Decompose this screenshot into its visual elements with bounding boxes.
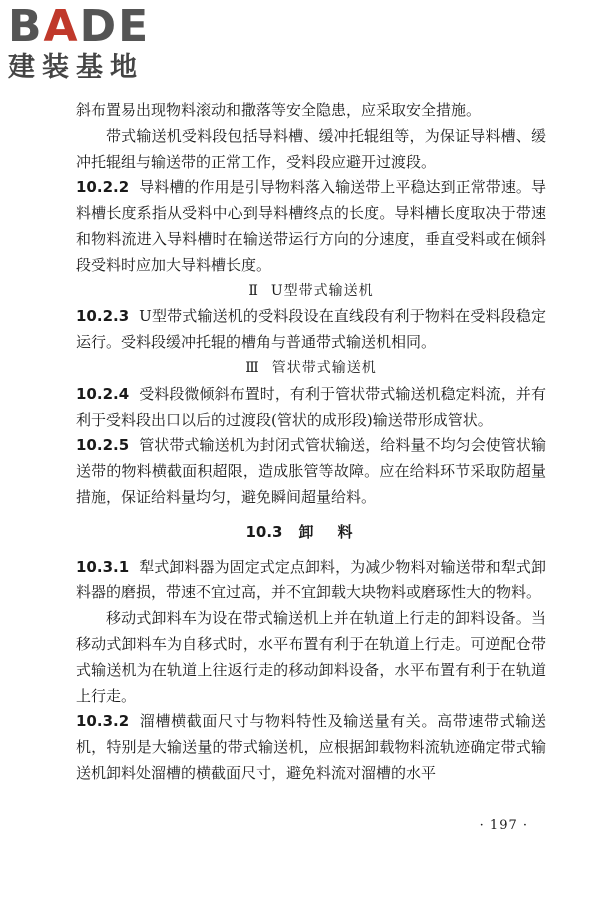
clause-10-2-2 xyxy=(76,175,546,278)
subsection-roman: Ⅲ xyxy=(245,359,260,376)
clause-10-3-2 xyxy=(76,709,546,786)
clause-number: 10.3.1 xyxy=(76,557,130,576)
clause-10-2-5 xyxy=(76,433,546,510)
section-heading xyxy=(76,520,546,546)
clause-text: 导料槽的作用是引导物料落入输送带上平稳达到正常带速。导料槽长度系指从受料中心到导料槽终点的长度。导料槽长度取决于带速和物料流进入导料槽时在输送带运行方向的分速度，垂直受料或在倾斜段受料时应加大导料槽长度。 xyxy=(76,178,546,274)
clause-text: 管状带式输送机为封闭式管状输送，给料量不均匀会使管状输送带的物料横截面积超限，造成胀管等故障。应在给料环节采取防超量措施，保证给料量均匀，避免瞬间超量给料。 xyxy=(76,436,546,506)
document-body xyxy=(76,98,546,787)
subsection-heading xyxy=(76,279,546,305)
clause-number: 10.2.3 xyxy=(76,307,130,326)
clause-number: 10.2.5 xyxy=(76,436,130,455)
clause-text: 受料段微倾斜布置时，有利于管状带式输送机稳定料流，并有利于受料段出口以后的过渡段(管状的成形段)输送带形成管状。 xyxy=(76,384,546,429)
clause-text: 犁式卸料器为固定式定点卸料，为减少物料对输送带和犁式卸料器的磨损，带速不宜过高，并不宜卸载大块物料或磨琢性大的物料。 xyxy=(76,557,546,602)
subsection-title: U型带式输送机 xyxy=(270,282,374,299)
logo xyxy=(8,1,178,84)
clause-number: 10.2.2 xyxy=(76,178,130,197)
clause-10-2-3 xyxy=(76,304,546,356)
paragraph: 带式输送机受料段包括导料槽、缓冲托辊组等，为保证导料槽、缓冲托辊组与输送带的正常工作，受料段应避开过渡段。 xyxy=(76,126,546,171)
subsection-title: 管状带式输送机 xyxy=(271,359,377,376)
clause-10-3-1 xyxy=(76,555,546,607)
logo-brand: BADE xyxy=(8,1,151,52)
clause-10-2-4 xyxy=(76,382,546,434)
clause-number: 10.2.4 xyxy=(76,384,130,403)
paragraph: 移动式卸料车为设在带式输送机上并在轨道上行走的卸料设备。当移动式卸料车为自移式时，水平布置有利于在轨道上行走。可逆配仓带式输送机为在轨道上往返行走的移动卸料设备，水平布置有利于在轨道上行走。 xyxy=(76,609,546,705)
section-number: 10.3 xyxy=(245,522,283,541)
section-title: 卸料 xyxy=(298,522,377,541)
logo-subtitle: 建装基地 xyxy=(8,52,144,83)
clause-number: 10.3.2 xyxy=(76,712,130,731)
subsection-heading xyxy=(76,356,546,382)
clause-text: U型带式输送机的受料段设在直线段有利于物料在受料段稳定运行。受料段缓冲托辊的槽角与普通带式输送机相同。 xyxy=(76,307,546,352)
clause-text: 溜槽横截面尺寸与物料特性及输送量有关。高带速带式输送机，特别是大输送量的带式输送机，应根据卸载物料流轨迹确定带式输送机卸料处溜槽的横截面尺寸，避免料流对溜槽的水平 xyxy=(76,712,546,782)
logo-accent-letter: A xyxy=(43,1,80,52)
page-number: · 197 · xyxy=(479,818,528,833)
subsection-roman: Ⅱ xyxy=(248,282,259,299)
paragraph: 斜布置易出现物料滚动和撒落等安全隐患，应采取安全措施。 xyxy=(76,101,482,119)
